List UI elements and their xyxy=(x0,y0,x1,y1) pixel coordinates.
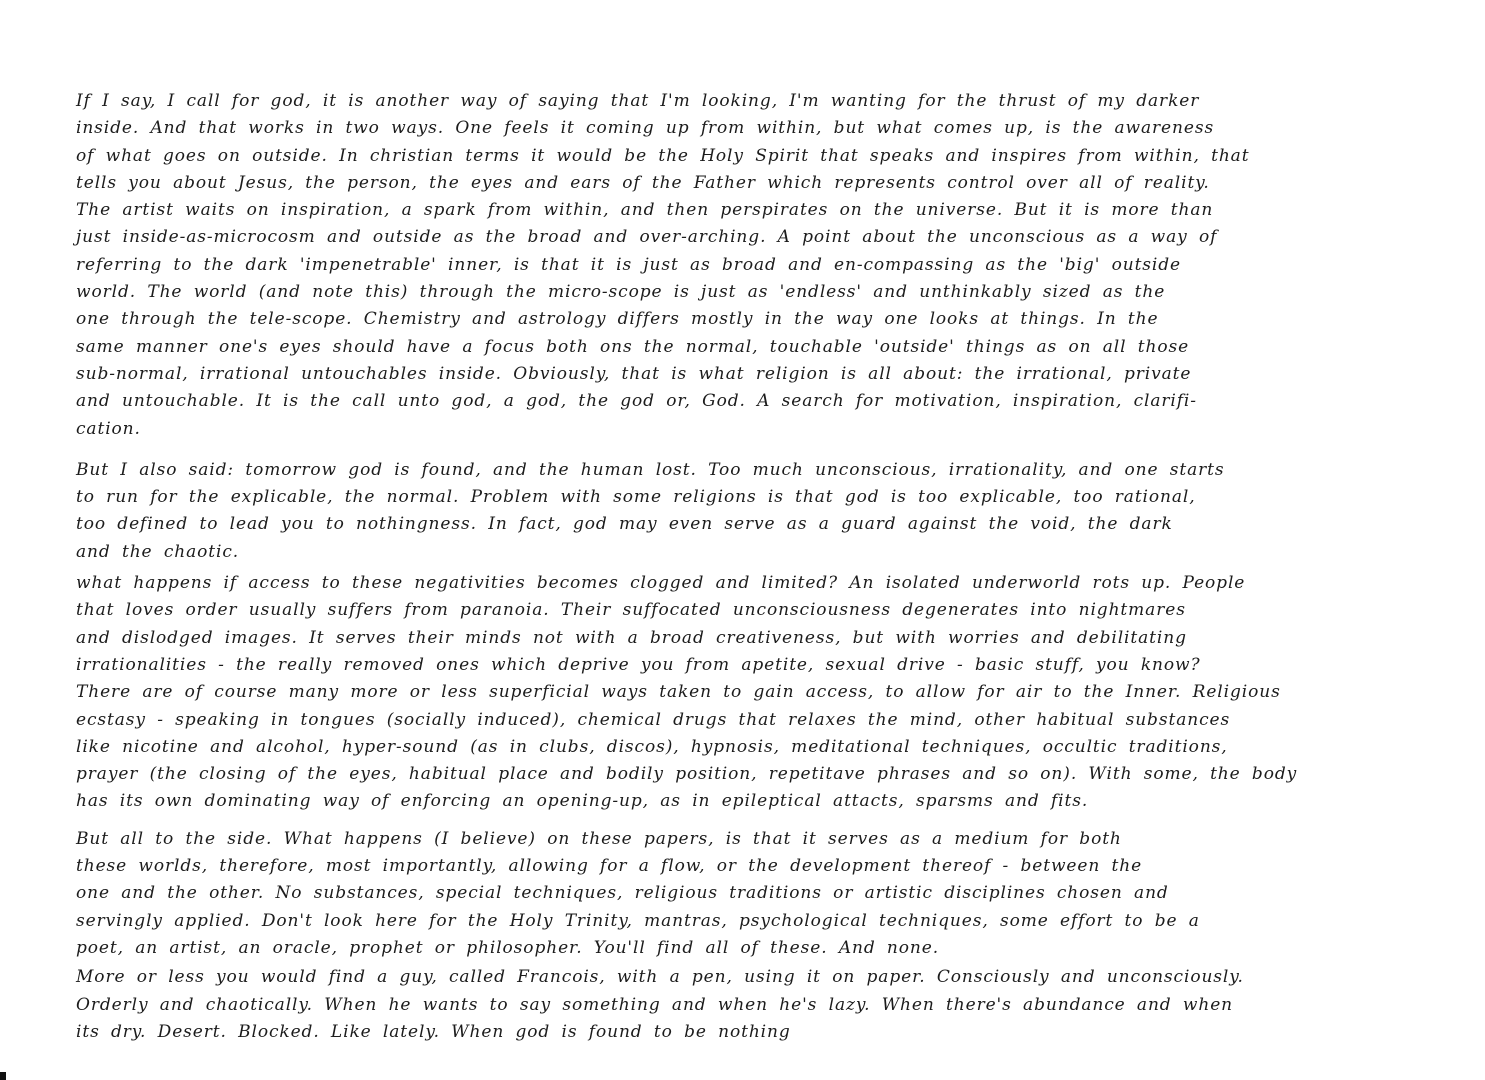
text-line: these worlds, therefore, most importantly, allowing for a flow, or the development thereof - between the xyxy=(76,856,1143,877)
text-line: There are of course many more or less superficial ways taken to gain access, to allow for air to the Inner. Religious xyxy=(76,682,1281,703)
text-line: Orderly and chaotically. When he wants to say something and when he's lazy. When there's abundance and when xyxy=(76,994,1233,1015)
text-line: tells you about Jesus, the person, the eyes and ears of the Father which represents control over all of reality. xyxy=(76,172,1210,193)
text-line: and the chaotic. xyxy=(76,541,240,562)
scan-corner-mark xyxy=(0,1072,6,1080)
text-line: servingly applied. Don't look here for the Holy Trinity, mantras, psychological techniques, some effort to be a xyxy=(76,910,1200,931)
text-line: has its own dominating way of enforcing an opening-up, as in epileptical attacts, sparsms and fits. xyxy=(76,791,1089,812)
paragraph-these-papers xyxy=(76,826,1416,962)
text-line: But all to the side. What happens (I believe) on these papers, is that it serves as a medium for both xyxy=(76,828,1122,849)
text-line: cation. xyxy=(76,418,141,439)
paragraph-calling-for-god xyxy=(76,88,1416,443)
text-line: like nicotine and alcohol, hyper-sound (as in clubs, discos), hypnosis, meditational techniques, occultic traditions, xyxy=(76,736,1228,757)
text-line: But I also said: tomorrow god is found, and the human lost. Too much unconscious, irrationality, and one starts xyxy=(76,459,1225,480)
text-line: prayer (the closing of the eyes, habitual place and bodily position, repetitave phrases and so on). With some, the body xyxy=(76,764,1298,785)
text-line: too defined to lead you to nothingness. In fact, god may even serve as a guard against the void, the dark xyxy=(76,514,1173,535)
text-line: that loves order usually suffers from paranoia. Their suffocated unconsciousness degenerates into nightmares xyxy=(76,600,1186,621)
text-line: of what goes on outside. In christian terms it would be the Holy Spirit that speaks and inspires from within, that xyxy=(76,145,1250,166)
text-line: same manner one's eyes should have a focus both ons the normal, touchable 'outside' things as on all those xyxy=(76,336,1190,357)
text-line: one through the tele-scope. Chemistry and astrology differs mostly in the way one looks at things. In the xyxy=(76,309,1159,330)
text-line: If I say, I call for god, it is another way of saying that I'm looking, I'm wanting for the thrust of my darker xyxy=(76,91,1200,111)
text-line: referring to the dark 'impenetrable' inner, is that it is just as broad and en-compassing as the 'big' outside xyxy=(76,254,1181,275)
text-line: The artist waits on inspiration, a spark from within, and then perspirates on the universe. But it is more than xyxy=(76,200,1214,221)
paragraph-francois xyxy=(76,964,1416,1046)
text-line: its dry. Desert. Blocked. Like lately. When god is found to be nothing xyxy=(76,1021,791,1042)
handwritten-text-body xyxy=(76,88,1416,1046)
text-line: just inside-as-microcosm and outside as the broad and over-arching. A point about the unconscious as a way of xyxy=(76,227,1218,248)
text-line: and dislodged images. It serves their minds not with a broad creativeness, but with worries and debilitating xyxy=(76,627,1187,648)
text-line: More or less you would find a guy, called Francois, with a pen, using it on paper. Consciously and unconsciously. xyxy=(76,967,1244,988)
text-line: and untouchable. It is the call unto god, a god, the god or, God. A search for motivation, inspiration, clarifi- xyxy=(76,391,1197,412)
paragraph-god-is-found xyxy=(76,457,1416,566)
paragraph-negativities xyxy=(76,570,1416,816)
text-line: sub-normal, irrational untouchables inside. Obviously, that is what religion is all about: the irrational, private xyxy=(76,363,1192,384)
text-line: poet, an artist, an oracle, prophet or philosopher. You'll find all of these. And none. xyxy=(76,937,940,958)
text-line: one and the other. No substances, special techniques, religious traditions or artistic disciplines chosen and xyxy=(76,883,1169,904)
text-line: inside. And that works in two ways. One feels it coming up from within, but what comes up, is the awareness xyxy=(76,118,1215,139)
text-line: irrationalities - the really removed ones which deprive you from apetite, sexual drive - basic stuff, you know? xyxy=(76,654,1201,675)
text-line: world. The world (and note this) through the micro-scope is just as 'endless' and unthinkably sized as the xyxy=(76,282,1166,303)
text-line: what happens if access to these negativities becomes clogged and limited? An isolated underworld rots up. People xyxy=(76,573,1246,594)
text-line: to run for the explicable, the normal. Problem with some religions is that god is too explicable, too rational, xyxy=(76,487,1196,508)
text-line: ecstasy - speaking in tongues (socially induced), chemical drugs that relaxes the mind, other habitual substances xyxy=(76,709,1231,730)
